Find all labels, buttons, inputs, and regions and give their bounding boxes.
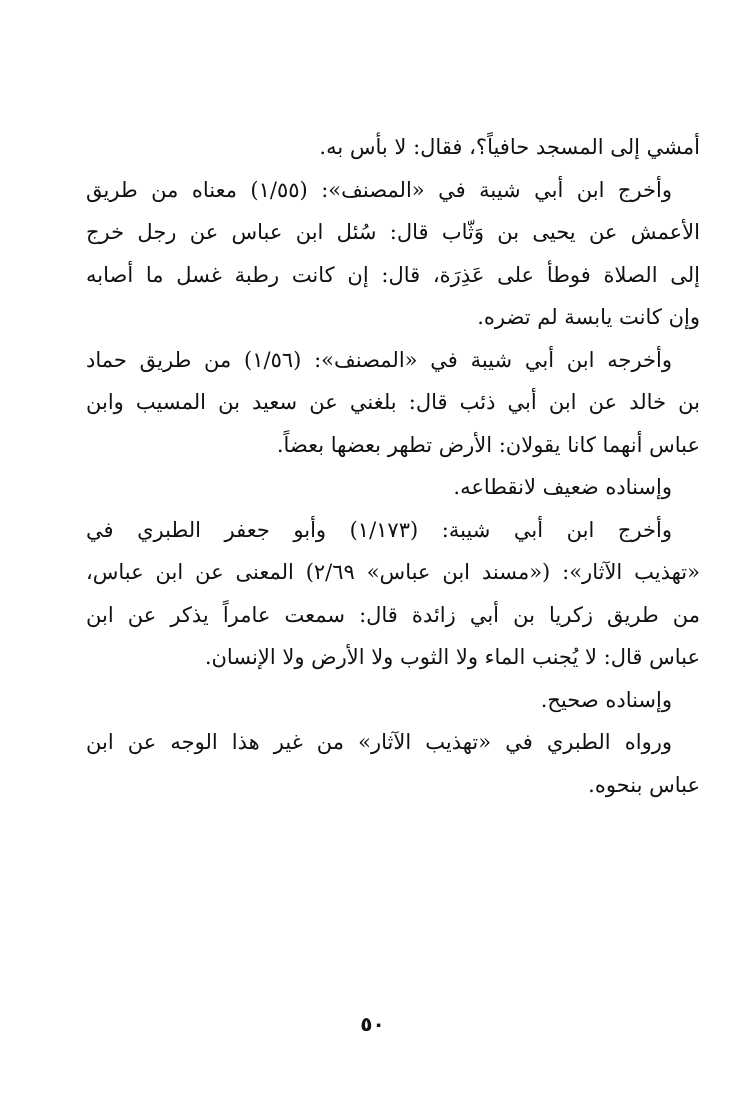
text-line: الأعمش عن يحيى بن وَثّاب قال: سُئل ابن عباس عن رجل خرج <box>86 220 700 244</box>
text-line: إلى الصلاة فوطأ على عَذِرَة، قال: إن كانت رطبة غسل ما أصابه <box>86 262 700 287</box>
text-line: وأخرجه ابن أبي شيبة في «المصنف»: (١/٥٦) من طريق حماد <box>86 347 672 372</box>
text-line: وإسناده ضعيف لانقطاعه. <box>453 475 672 499</box>
text-line: وأخرج ابن أبي شيبة في «المصنف»: (١/٥٥) معناه من طريق <box>86 177 673 202</box>
body-text <box>86 126 700 806</box>
text-line: من طريق زكريا بن أبي زائدة قال: سمعت عامراً يذكر عن ابن <box>86 602 700 627</box>
text-line: وإسناده صحيح. <box>540 687 672 712</box>
text-line: أمشي إلى المسجد حافياً؟، فقال: لا بأس به. <box>319 135 700 159</box>
text-line: بن خالد عن ابن أبي ذئب قال: بلغني عن سعيد بن المسيب وابن <box>86 390 700 414</box>
page-number: ٥٠ <box>360 1012 385 1036</box>
text-line: عباس بنحوه. <box>588 772 700 797</box>
text-line: وإن كانت يابسة لم تضره. <box>477 305 700 329</box>
text-line: وأخرج ابن أبي شيبة: (١/١٧٣) وأبو جعفر الطبري في <box>86 517 672 542</box>
text-line: عباس أنهما كانا يقولان: الأرض تطهر بعضها بعضاً. <box>276 432 700 457</box>
text-line: ورواه الطبري في «تهذيب الآثار» من غير هذا الوجه عن ابن <box>86 730 672 754</box>
text-line: عباس قال: لا يُجنب الماء ولا الثوب ولا الأرض ولا الإنسان. <box>204 645 700 669</box>
text-line: «تهذيب الآثار»: («مسند ابن عباس» ٢/٦٩) المعنى عن ابن عباس، <box>86 560 700 584</box>
